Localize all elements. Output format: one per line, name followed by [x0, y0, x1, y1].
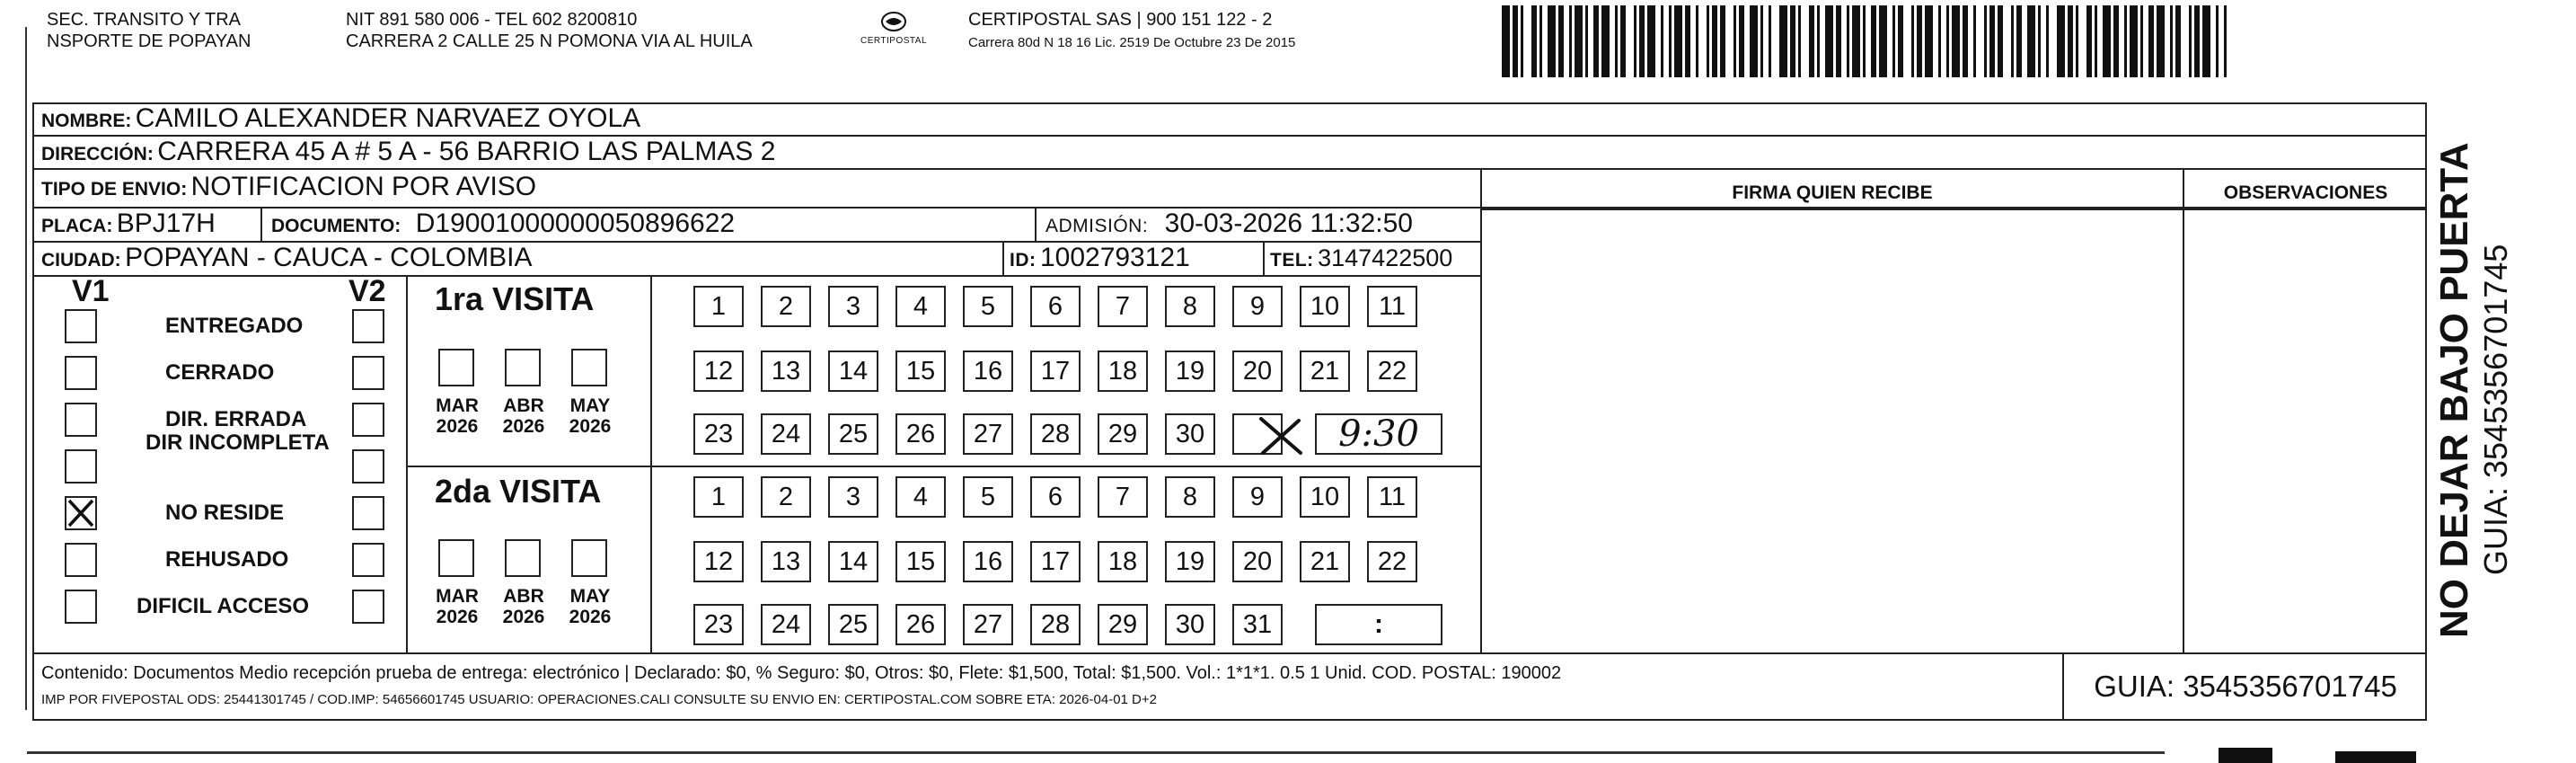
second-visit-day-10[interactable]: 10 [1300, 476, 1350, 518]
barcode-bar [1750, 5, 1758, 77]
second-visit-day-4[interactable]: 4 [895, 476, 946, 518]
address-value: CARRERA 45 A # 5 A - 56 BARRIO LAS PALMAS 2 [157, 137, 776, 166]
first-visit-day-12[interactable]: 12 [693, 350, 744, 392]
v1-checkbox-rehusado[interactable] [65, 543, 97, 577]
barcode-bar [2157, 5, 2165, 77]
second-visit-day-24[interactable]: 24 [761, 604, 811, 645]
second-visit-day-22[interactable]: 22 [1367, 541, 1417, 582]
v1-checkbox-dir-incompleta[interactable] [65, 449, 97, 484]
first-visit-day-5[interactable]: 5 [963, 286, 1013, 327]
v2-checkbox-dir-incompleta[interactable] [352, 449, 384, 484]
v1-checkbox-cerrado[interactable] [65, 356, 97, 390]
barcode-bar [1779, 5, 1787, 77]
first-visit-day-29[interactable]: 29 [1098, 413, 1148, 455]
first-visit-day-16[interactable]: 16 [963, 350, 1013, 392]
bottom-right-mark-2 [2335, 751, 2416, 763]
day-31-cross-mark [1254, 413, 1308, 458]
first-visit-day-27[interactable]: 27 [963, 413, 1013, 455]
first-visit-day-8[interactable]: 8 [1165, 286, 1215, 327]
second-visit-day-26[interactable]: 26 [895, 604, 946, 645]
city-value: POPAYAN - CAUCA - COLOMBIA [125, 243, 533, 272]
month-name: MAY [569, 395, 611, 416]
id-value: 1002793121 [1039, 243, 1190, 272]
barcode-gap [1801, 5, 1809, 77]
second-visit-day-19[interactable]: 19 [1165, 541, 1215, 582]
first-visit-day-28[interactable]: 28 [1030, 413, 1081, 455]
v2-checkbox-cerrado[interactable] [352, 356, 384, 390]
side-guia-text: GUIA: 3545356701745 [2477, 244, 2514, 575]
status-label-dificil-acceso: DIFICIL ACCESO [137, 594, 310, 618]
observations-area[interactable] [2186, 212, 2425, 651]
tel-divider [1263, 241, 1265, 275]
barcode-gap [2227, 5, 2229, 77]
observations-header: OBSERVACIONES [2223, 182, 2388, 203]
barcode-bar [2130, 5, 2138, 77]
status-label-rehusado: REHUSADO [165, 547, 289, 572]
document-label: DOCUMENTO: [271, 216, 401, 236]
second-visit-day-12[interactable]: 12 [693, 541, 744, 582]
months-divider [650, 275, 652, 652]
first-visit-month-may-checkbox[interactable] [571, 349, 607, 386]
barcode-bar [2057, 5, 2065, 77]
barcode-bar [2027, 5, 2035, 77]
second-visit-title: 2da VISITA [435, 473, 602, 510]
sender-name-line2: NSPORTE DE POPAYAN [47, 31, 251, 51]
id-divider [1002, 241, 1004, 275]
signature-divider [1480, 168, 1482, 652]
document-value: D19001000000050896622 [415, 208, 736, 238]
sender-address: CARRERA 2 CALLE 25 N POMONA VIA AL HUILA [346, 31, 753, 51]
type-value: NOTIFICACION POR AVISO [190, 172, 537, 201]
barcode-gap [1626, 5, 1634, 77]
print-info-line: IMP POR FIVEPOSTAL ODS: 25441301745 / COD.IMP: 54656601745 USUARIO: OPERACIONES.CALI CONSULTE SU ENVIO EN: CERTIPOSTAL.COM SOBRE ETA: 2026-04-01 D+2 [41, 692, 1157, 707]
v1-label: V1 [72, 274, 110, 308]
v2-checkbox-dificil-acceso[interactable] [352, 590, 384, 624]
first-visit-day-10[interactable]: 10 [1300, 286, 1350, 327]
second-visit-day-8[interactable]: 8 [1165, 476, 1215, 518]
second-visit-day-28[interactable]: 28 [1030, 604, 1081, 645]
first-visit-day-17[interactable]: 17 [1030, 350, 1081, 392]
tel-field [1270, 242, 1452, 279]
left-margin-line [25, 27, 27, 710]
first-visit-month-abr-label [498, 395, 550, 437]
first-visit-time: 9:30 [1338, 413, 1419, 455]
barcode-bar [1647, 5, 1655, 77]
first-visit-day-13[interactable]: 13 [761, 350, 811, 392]
id-label: ID: [1010, 250, 1037, 271]
barcode-bar [1548, 5, 1556, 77]
second-visit-time-box [1315, 604, 1442, 645]
barcode-bar [1674, 5, 1682, 77]
sender-nit: NIT 891 580 006 - TEL 602 8200810 [346, 10, 638, 30]
recipient-address-row [41, 136, 775, 173]
second-visit-day-23[interactable]: 23 [693, 604, 744, 645]
barcode-gap [2003, 5, 2011, 77]
city-field [41, 242, 533, 279]
first-visit-day-19[interactable]: 19 [1165, 350, 1215, 392]
admission-field [1045, 208, 1413, 244]
second-visit-month-mar-label [431, 586, 483, 627]
status-label-dir-incompleta: DIR INCOMPLETA [146, 430, 330, 455]
second-visit-day-29[interactable]: 29 [1098, 604, 1148, 645]
first-visit-day-30[interactable]: 30 [1165, 413, 1215, 455]
v1-checkbox-entregado[interactable] [65, 309, 97, 343]
tel-value: 3147422500 [1318, 244, 1453, 271]
month-name: MAR [436, 586, 479, 607]
type-label: TIPO DE ENVIO: [41, 179, 188, 200]
first-visit-month-mar-label [431, 395, 483, 437]
guia-number-box: GUIA: 3545356701745 [2094, 670, 2397, 703]
first-visit-day-18[interactable]: 18 [1098, 350, 1148, 392]
first-visit-day-11[interactable]: 11 [1367, 286, 1417, 327]
first-visit-day-9[interactable]: 9 [1232, 286, 1283, 327]
row-line-sig-header [1480, 208, 2427, 210]
second-visit-day-1[interactable]: 1 [693, 476, 744, 518]
second-visit-day-14[interactable]: 14 [828, 541, 878, 582]
barcode-bar [1825, 5, 1833, 77]
second-visit-month-mar-checkbox[interactable] [438, 539, 474, 577]
second-visit-day-6[interactable]: 6 [1030, 476, 1081, 518]
barcode-gap [2049, 5, 2057, 77]
second-visit-month-may-label [564, 586, 616, 627]
v1-checkbox-dificil-acceso[interactable] [65, 590, 97, 624]
signature-area[interactable] [1484, 212, 2181, 651]
second-visit-day-20[interactable]: 20 [1232, 541, 1283, 582]
v2-checkbox-entregado[interactable] [352, 309, 384, 343]
first-visit-month-may-label [564, 395, 616, 437]
second-visit-day-9[interactable]: 9 [1232, 476, 1283, 518]
second-visit-day-18[interactable]: 18 [1098, 541, 1148, 582]
first-visit-day-3[interactable]: 3 [828, 286, 878, 327]
barcode-bar [2202, 5, 2210, 77]
visit-separator [406, 466, 1480, 467]
observations-divider [2183, 168, 2184, 652]
license-line: Carrera 80d N 18 16 Lic. 2519 De Octubre 23 De 2015 [968, 35, 1296, 50]
certipostal-logo [853, 7, 934, 50]
status-label-entregado: ENTREGADO [165, 314, 304, 338]
first-visit-day-20[interactable]: 20 [1232, 350, 1283, 392]
barcode-gap [1725, 5, 1734, 77]
barcode-gap [1903, 5, 1911, 77]
first-visit-day-23[interactable]: 23 [693, 413, 744, 455]
month-year: 2026 [569, 607, 612, 627]
name-label: NOMBRE: [41, 111, 132, 131]
month-name: MAY [569, 586, 611, 607]
first-visit-day-2[interactable]: 2 [761, 286, 811, 327]
first-visit-month-mar-checkbox[interactable] [438, 349, 474, 386]
second-visit-day-2[interactable]: 2 [761, 476, 811, 518]
barcode-bar [1575, 5, 1583, 77]
first-visit-day-14[interactable]: 14 [828, 350, 878, 392]
side-warning-text: NO DEJAR BAJO PUERTA [2432, 142, 2476, 638]
first-visit-day-6[interactable]: 6 [1030, 286, 1081, 327]
admission-label: ADMISIÓN: [1045, 216, 1149, 236]
first-visit-day-24[interactable]: 24 [761, 413, 811, 455]
status-divider [406, 275, 408, 652]
v2-label: V2 [348, 274, 386, 308]
barcode-bar [1879, 5, 1887, 77]
barcode-bar [1925, 5, 1933, 77]
address-label: DIRECCIÓN: [41, 144, 154, 164]
shipment-type-row [41, 171, 536, 208]
first-visit-title: 1ra VISITA [435, 280, 595, 317]
v2-checkbox-dir-errada[interactable] [352, 403, 384, 437]
admission-value: 30-03-2026 11:32:50 [1164, 208, 1413, 238]
barcode-gap [1523, 5, 1531, 77]
second-visit-month-may-checkbox[interactable] [571, 539, 607, 577]
tel-label: TEL: [1270, 250, 1314, 271]
barcode-gap [1976, 5, 1984, 77]
first-visit-day-15[interactable]: 15 [895, 350, 946, 392]
row-line-footer [32, 652, 2427, 654]
barcode-bar [1952, 5, 1960, 77]
first-visit-day-1[interactable]: 1 [693, 286, 744, 327]
second-visit-time-separator: : [1374, 609, 1383, 639]
second-visit-day-11[interactable]: 11 [1367, 476, 1417, 518]
v1-checkbox-dir-errada[interactable] [65, 403, 97, 437]
plate-value: BPJ17H [116, 208, 216, 238]
first-visit-day-22[interactable]: 22 [1367, 350, 1417, 392]
v1-checkbox-no-reside[interactable] [65, 496, 97, 530]
second-visit-day-15[interactable]: 15 [895, 541, 946, 582]
barcode-gap [1698, 5, 1707, 77]
name-value: CAMILO ALEXANDER NARVAEZ OYOLA [135, 103, 641, 133]
month-name: ABR [503, 586, 544, 607]
sender-name-line1: SEC. TRANSITO Y TRA [47, 10, 241, 30]
barcode-gap [2181, 5, 2189, 77]
second-visit-day-16[interactable]: 16 [963, 541, 1013, 582]
admission-divider [1035, 207, 1037, 241]
second-visit-day-27[interactable]: 27 [963, 604, 1013, 645]
second-visit-day-25[interactable]: 25 [828, 604, 878, 645]
bottom-cut-line [27, 751, 2165, 754]
month-year: 2026 [436, 607, 479, 627]
second-visit-day-3[interactable]: 3 [828, 476, 878, 518]
second-visit-month-abr-checkbox[interactable] [505, 539, 541, 577]
first-visit-day-25[interactable]: 25 [828, 413, 878, 455]
plate-field [41, 208, 216, 244]
month-year: 2026 [502, 416, 545, 437]
second-visit-day-7[interactable]: 7 [1098, 476, 1148, 518]
recipient-name-row [41, 102, 640, 139]
document-field [271, 208, 735, 244]
first-visit-day-4[interactable]: 4 [895, 286, 946, 327]
month-name: ABR [503, 395, 544, 416]
month-name: MAR [436, 395, 479, 416]
barcode-bar [1852, 5, 1860, 77]
first-visit-time-box [1315, 413, 1442, 455]
second-visit-day-21[interactable]: 21 [1300, 541, 1350, 582]
tracking-barcode [1502, 5, 2238, 77]
first-visit-day-7[interactable]: 7 [1098, 286, 1148, 327]
barcode-gap [2078, 5, 2086, 77]
month-year: 2026 [569, 416, 612, 437]
second-visit-month-abr-label [498, 586, 550, 627]
barcode-bar [1502, 5, 1510, 77]
barcode-bar [2103, 5, 2111, 77]
barcode-bar [1601, 5, 1610, 77]
contents-line: Contenido: Documentos Medio recepción prueba de entrega: electrónico | Declarado: $0, % Seguro: $0, Otros: $0, Flete: $1,500, Total: $1,500. Vol.: 1*1*1. 0.5 1 Unid. COD. POSTAL: 190002 [41, 663, 1562, 683]
status-label-dir-errada: DIR. ERRADA [165, 407, 307, 431]
logo-text: CERTIPOSTAL [860, 36, 928, 46]
v2-checkbox-rehusado[interactable] [352, 543, 384, 577]
status-label-cerrado: CERRADO [165, 360, 275, 385]
first-visit-day-26[interactable]: 26 [895, 413, 946, 455]
second-visit-day-31[interactable]: 31 [1232, 604, 1283, 645]
second-visit-day-13[interactable]: 13 [761, 541, 811, 582]
v2-checkbox-no-reside[interactable] [352, 496, 384, 530]
plate-label: PLACA: [41, 216, 113, 236]
status-label-no-reside: NO RESIDE [165, 501, 285, 525]
barcode-gap [1771, 5, 1779, 77]
company-line: CERTIPOSTAL SAS | 900 151 122 - 2 [968, 10, 1273, 30]
plate-divider [260, 207, 262, 241]
id-field [1010, 242, 1190, 279]
month-year: 2026 [502, 607, 545, 627]
second-visit-day-5[interactable]: 5 [963, 476, 1013, 518]
second-visit-day-17[interactable]: 17 [1030, 541, 1081, 582]
city-label: CIUDAD: [41, 250, 121, 271]
second-visit-day-30[interactable]: 30 [1165, 604, 1215, 645]
first-visit-month-abr-checkbox[interactable] [505, 349, 541, 386]
month-year: 2026 [436, 416, 479, 437]
signature-header: FIRMA QUIEN RECIBE [1732, 182, 1933, 203]
bottom-right-mark [2219, 748, 2272, 763]
first-visit-day-21[interactable]: 21 [1300, 350, 1350, 392]
